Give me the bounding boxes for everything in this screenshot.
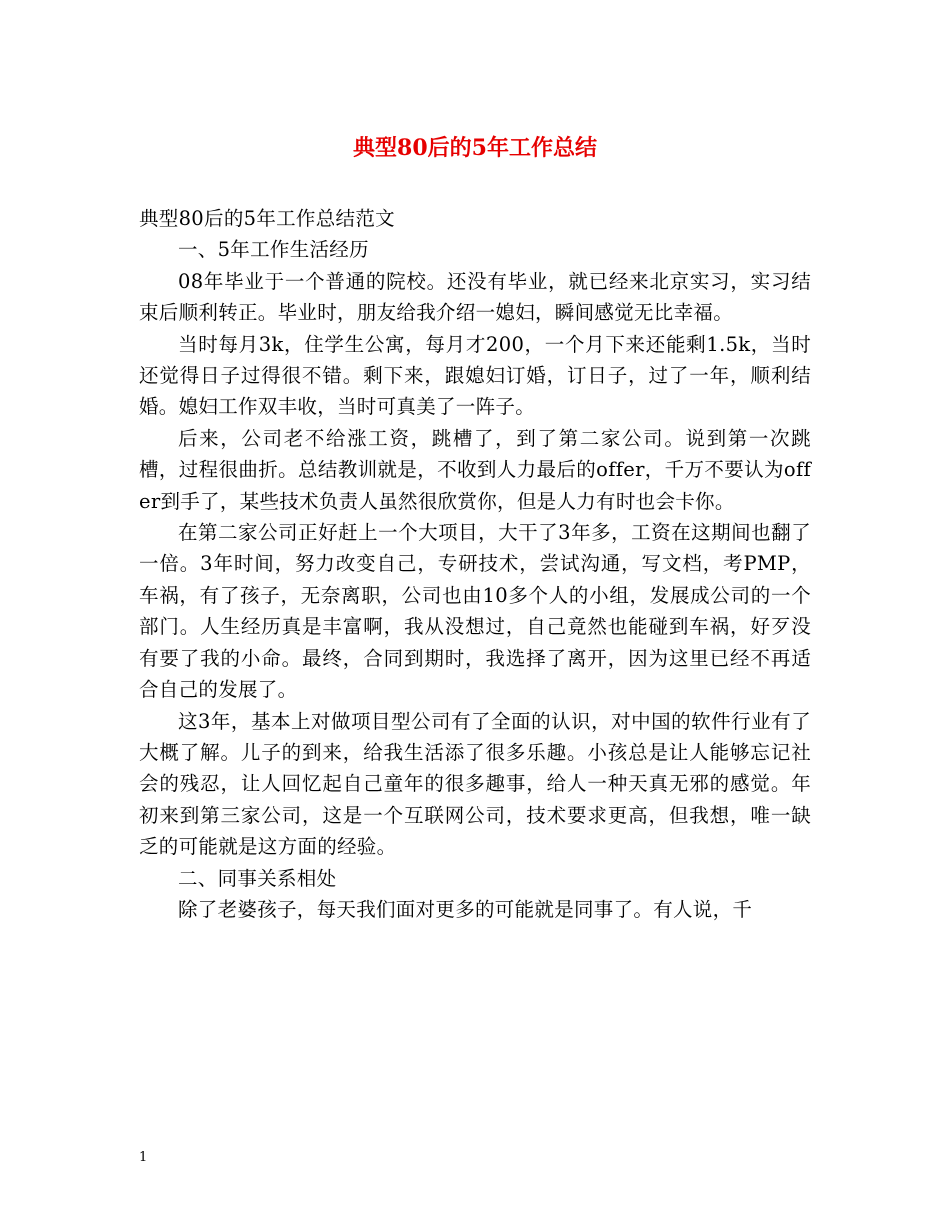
page-number: 1	[139, 1150, 148, 1165]
document-body	[139, 203, 811, 925]
paragraph: 除了老婆孩子，每天我们面对更多的可能就是同事了。有人说，千	[178, 897, 753, 921]
paragraph: 后来，公司老不给涨工资，跳槽了，到了第二家公司。说到第一次跳槽，过程很曲折。总结教训就是，不收到人力最后的offer，千万不要认为offer到手了，某些技术负责人虽然很欣赏你，但是人力有时也会卡你。	[139, 426, 811, 513]
section-heading: 二、同事关系相处	[178, 866, 337, 890]
paragraph: 典型80后的5年工作总结范文	[139, 207, 395, 230]
paragraph: 当时每月3k，住学生公寓，每月才200，一个月下来还能剩1.5k，当时还觉得日子过得很不错。剩下来，跟媳妇订婚，订日子，过了一年，顺利结婚。媳妇工作双丰收，当时可真美了一阵子。	[139, 332, 811, 419]
paragraph: 在第二家公司正好赶上一个大项目，大干了3年多，工资在这期间也翻了一倍。3年时间，努力改变自己，专研技术，尝试沟通，写文档，考PMP，车祸，有了孩子，无奈离职，公司也由10多个人的小组，发展成公司的一个部门。人生经历真是丰富啊，我从没想过，自己竟然也能碰到车祸，好歹没有要了我的小命。最终，合同到期时，我选择了离开，因为这里已经不再适合自己的发展了。	[139, 521, 811, 702]
document-title: 典型80后的5年工作总结	[353, 135, 597, 161]
paragraph: 这3年，基本上对做项目型公司有了全面的认识，对中国的软件行业有了大概了解。儿子的到来，给我生活添了很多乐趣。小孩总是让人能够忘记社会的残忍，让人回忆起自己童年的很多趣事，给人一种天真无邪的感觉。年初来到第三家公司，这是一个互联网公司，技术要求更高，但我想，唯一缺乏的可能就是这方面的经验。	[139, 709, 811, 859]
section-heading: 一、5年工作生活经历	[178, 238, 369, 262]
paragraph: 08年毕业于一个普通的院校。还没有毕业，就已经来北京实习，实习结束后顺利转正。毕业时，朋友给我介绍一媳妇，瞬间感觉无比幸福。	[139, 269, 811, 325]
